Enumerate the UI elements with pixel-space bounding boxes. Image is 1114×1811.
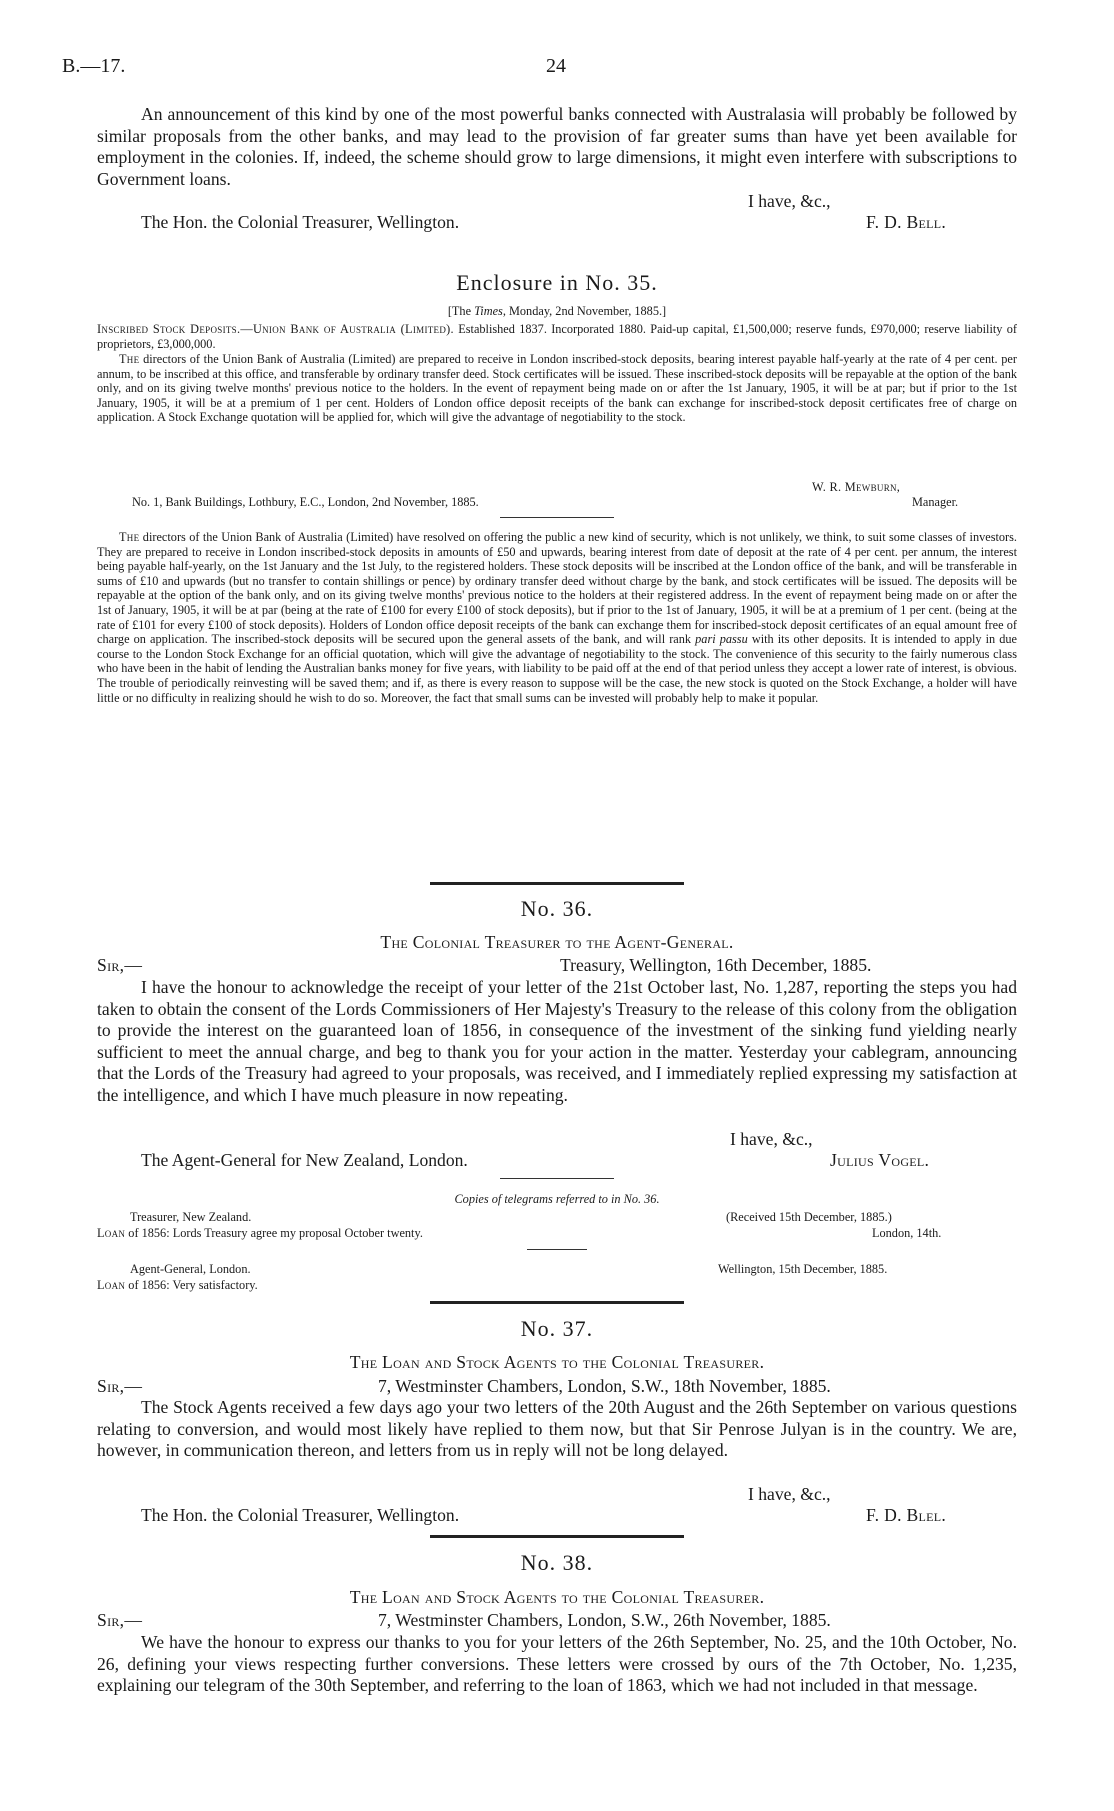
no37-body: The Stock Agents received a few days ago your two letters of the 20th August and the 26th September on various questions relating to conversion, and would most likely have replied to them now, but that Sir Penrose Julyan is in the country. We are, however, in communication thereon, and letters from us in reply will not be long delayed. (97, 1397, 1017, 1461)
advertisement-address: No. 1, Bank Buildings, Lothbury, E.C., London, 2nd November, 1885. (132, 495, 479, 509)
report-code: B.—17. (62, 55, 126, 77)
article-italic: pari passu (695, 632, 748, 647)
no37-salutation: Sir,— (97, 1376, 143, 1396)
source-paper: Times (474, 304, 503, 318)
page-number: 24 (546, 55, 566, 77)
section-rule (430, 1301, 684, 1304)
advertisement-text: directors of the Union Bank of Australia (Limited) are prepared to receive in London inscribed-stock deposits, bearing interest payable half-yearly at the rate of 4 per cent. per annum, to be inscribed at this office, and transferable by ordinary transfer deed. Stock certificates will be issued. These inscribed-stock deposits will be repayable at the option of the bank only, and on its giving twelve months' previous notice to the holders. In the event of repayment being made on or after the 1st January, 1905, it will be at par; but if prior to the 1st January, 1905, it will be at a premium of 1 per cent. Holders of London office deposit receipts of the bank can exchange for inscribed-stock deposit certificates free of charge on application. A Stock Exchange quotation will be applied for, which will give the advantage of negotiability to the stock. (97, 352, 1017, 425)
no36-addressee: The Agent-General for New Zealand, London. (141, 1150, 468, 1170)
no37-title: The Loan and Stock Agents to the Colonial Treasurer. (349, 1352, 765, 1372)
source-prefix: [The (447, 304, 475, 318)
article-lead: The (119, 530, 140, 544)
divider-rule (500, 517, 614, 518)
telegram-2-place: Wellington, 15th December, 1885. (718, 1262, 888, 1276)
advertisement-lead: The (119, 352, 140, 366)
no37-addressee: The Hon. the Colonial Treasurer, Wellington. (141, 1505, 460, 1525)
advertisement-body (97, 352, 1017, 425)
no36-number: No. 36. (520, 896, 594, 921)
no38-title: The Loan and Stock Agents to the Colonial Treasurer. (349, 1587, 765, 1607)
no36-place-date: Treasury, Wellington, 16th December, 1885. (560, 955, 872, 975)
no37-number: No. 37. (520, 1316, 594, 1341)
letter-35-closing: I have, &c., (748, 191, 831, 211)
telegram-2-lead: Loan (97, 1278, 126, 1292)
telegram-2-recipient: Agent-General, London. (130, 1262, 251, 1276)
advertisement-signatory: W. R. Mewburn, (812, 480, 901, 494)
enclosure-title: Enclosure in No. 35. (456, 270, 658, 295)
no37-signature: F. D. Blel. (866, 1505, 947, 1525)
advertisement-role: Manager. (912, 495, 959, 509)
advertisement-heading (97, 322, 1017, 351)
no37-closing: I have, &c., (748, 1484, 831, 1504)
no36-body: I have the honour to acknowledge the receipt of your letter of the 21st October last, No. 1,287, reporting the steps you had taken to obtain the consent of the Lords Commissioners of Her Majesty's Treasury to the release of this colony from the obligation to provide the interest on the guaranteed loan of 1856, in consequence of the investment of the sinking fund yielding nearly sufficient to meet the annual charge, and beg to thank you for your action in the matter. Yesterday your cablegram, announcing that the Lords of the Treasury had agreed to your proposals, was received, and I immediately replied expressing my satisfaction at the intelligence, and which I have much pleasure in now repeating. (97, 977, 1017, 1105)
telegram-1-place: London, 14th. (872, 1226, 942, 1240)
times-article (97, 530, 1017, 705)
telegram-2-message: of 1856: Very satisfactory. (125, 1278, 258, 1292)
article-text-2: with its other deposits. It is intended to apply in due course to the London Stock Exchange for an official quotation, which will give the advantage of negotiability to the stock. The convenience of this security to the fairly numerous class who have been in the habit of lending the Australian banks money for five years, with liability to be paid off at the end of that period unless they accept a lower rate of interest, is obvious. The trouble of periodically reinvesting will be saved them; and if, as there is every reason to suppose will be the case, the new stock is quoted on the Stock Exchange, a holder will have little or no difficulty in realizing should he wish to do so. Moreover, the fact that small sums can be invested will probably help to make it popular. (97, 632, 1018, 705)
section-rule (430, 1535, 684, 1538)
letter-35-paragraph: An announcement of this kind by one of the most powerful banks connected with Australasia will probably be followed by similar proposals from the other banks, and may lead to the provision of far greater sums than have yet been available for employment in the colonies. If, indeed, the scheme should grow to large dimensions, it might even interfere with subscriptions to Government loans. (97, 104, 1017, 189)
no38-number: No. 38. (520, 1550, 594, 1575)
telegram-1-recipient: Treasurer, New Zealand. (130, 1210, 252, 1224)
article-text-1: directors of the Union Bank of Australia (Limited) have resolved on offering the public a new kind of security, which is not unlikely, we think, to suit some classes of investors. They are prepared to receive in London inscribed-stock deposits in amounts of £50 and upwards, bearing interest from date of deposit at the rate of 4 per cent. per annum, the interest being payable half-yearly, on the 1st January and the 1st July, to the registered holders. These stock deposits will be inscribed at the London office of the bank, and will be transferable in sums of £10 and upwards (but no transfer to contain shillings or pence) by ordinary transfer deed without charge by the bank, and stock certificates will be issued. The deposits will be repayable at the option of the bank only, and on its giving twelve months' previous notice to the holders at their registered address. In the event of repayment being made on or after the 1st of January, 1905, it will be at par (being at the rate of £100 for every £100 of stock deposits), but if prior to the 1st of January, 1905, it will be at a premium of 1 per cent. (being at the rate of £101 for every £100 of stock deposits). Holders of London office deposit receipts of the bank can exchange them for inscribed-stock deposit certificates of an equal amount free of charge on application. The inscribed-stock deposits will be secured upon the general assets of the bank, and will rank (97, 530, 1017, 647)
no36-title: The Colonial Treasurer to the Agent-General. (380, 932, 734, 952)
section-rule (430, 882, 684, 885)
no38-place-date: 7, Westminster Chambers, London, S.W., 26th November, 1885. (378, 1610, 831, 1630)
no37-place-date: 7, Westminster Chambers, London, S.W., 18th November, 1885. (378, 1376, 831, 1396)
no36-closing: I have, &c., (730, 1129, 813, 1149)
telegram-1-message: of 1856: Lords Treasury agree my proposal October twenty. (125, 1226, 423, 1240)
telegram-2-text (97, 1278, 258, 1293)
telegram-1-lead: Loan (97, 1226, 126, 1240)
divider-rule (527, 1249, 587, 1250)
letter-35-addressee: The Hon. the Colonial Treasurer, Wellington. (141, 212, 460, 232)
telegram-1-text (97, 1226, 423, 1241)
telegram-1-received: (Received 15th December, 1885.) (726, 1210, 892, 1224)
no36-salutation: Sir,— (97, 955, 143, 975)
divider-rule (500, 1178, 614, 1179)
telegrams-title: Copies of telegrams referred to in No. 36. (454, 1192, 660, 1206)
advertisement-heading-rest: Established 1837. Incorporated 1880. Paid-up capital, £1,500,000; reserve funds, £970,000; reserve liability of proprietors, £3,000,000. (97, 322, 1017, 351)
source-suffix: , Monday, 2nd November, 1885.] (502, 304, 667, 318)
enclosure-source (97, 304, 1017, 319)
no38-salutation: Sir,— (97, 1610, 143, 1630)
no36-signature: Julius Vogel. (830, 1150, 930, 1170)
no38-body: We have the honour to express our thanks to you for your letters of the 26th September, No. 25, and the 10th October, No. 26, defining your views respecting further conversions. These letters were crossed by ours of the 7th October, No. 1,235, explaining our telegram of the 30th September, and referring to the loan of 1863, which we had not included in that message. (97, 1632, 1017, 1696)
advertisement-label: Inscribed Stock Deposits.—Union Bank of Australia (Limited). (97, 322, 454, 336)
letter-35-signature: F. D. Bell. (866, 212, 947, 232)
